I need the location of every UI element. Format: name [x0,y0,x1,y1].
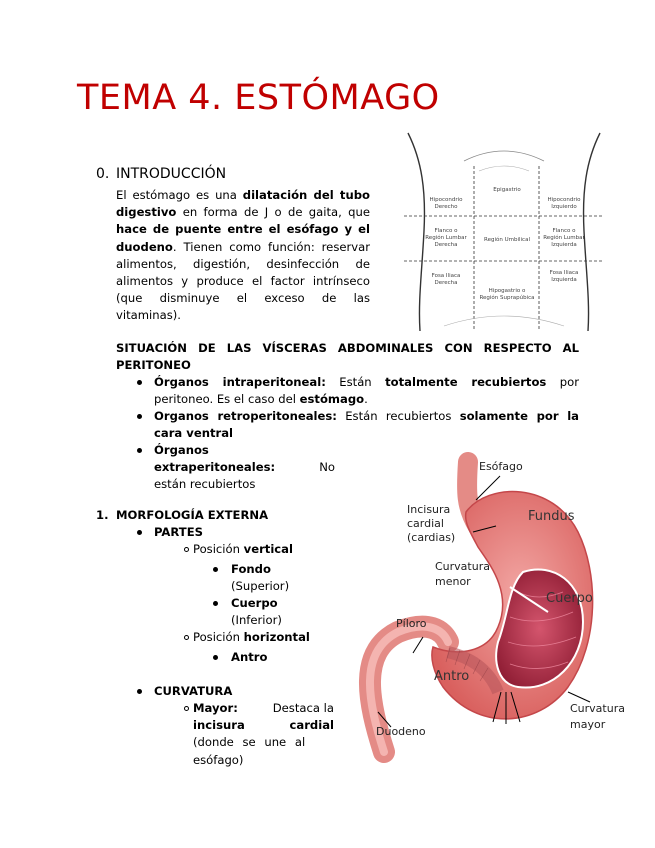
label-incisura: Incisura [407,503,451,516]
label-duodeno: Duodeno [376,725,426,738]
bold-run: extraperitoneales: [154,460,276,475]
intro-paragraph [116,187,370,325]
situacion-heading [116,340,579,374]
bullet-dot [137,530,142,535]
svg-text:Izquierda [551,277,576,283]
bold-run: Órganos [154,443,209,457]
region-label: Epigastrio [493,187,521,193]
bullet-dot [213,655,218,660]
bullet-dot [137,380,142,385]
text-run: Posición [193,542,244,556]
label-piloro: Píloro [396,617,427,630]
label-curv-menor: menor [435,575,471,588]
svg-text:Izquierdo [551,204,577,210]
bold-run: dilatación del tubo digestivo [116,188,370,220]
bold-run: Fondo [231,562,271,576]
svg-text:Derecha [434,242,457,248]
list-item [184,629,310,646]
text-run: Están recubiertos [336,409,460,423]
region-label: Hipocondrio [547,197,581,203]
region-label: Región Umbilical [484,237,530,243]
region-label: Región Suprapúbica [479,295,535,301]
list-item [137,408,579,442]
text-run: . [364,392,368,407]
heading-text: SITUACIÓN DE LAS VÍSCERAS ABDOMINALES CON RESPECTO AL PERITONEO [116,341,579,373]
bold-run: Cuerpo [231,596,278,610]
text-run: esófago) [193,752,244,767]
bold-run: Organos retroperitoneales: [154,409,337,423]
region-label: Región Lumbar [425,235,467,241]
region-label: Región Lumbar [543,235,585,241]
text-run: Están [325,375,386,389]
label-curv-mayor: Curvatura [570,702,625,715]
bold-run: horizontal [243,630,310,644]
text-run: están recubiertos [154,477,256,492]
list-item [184,700,334,769]
region-label: Fosa Iliaca [431,273,461,279]
region-label: Izquierda [551,277,577,283]
list-item [184,541,293,558]
bullet-circle [184,547,189,552]
svg-text:Fosa Iliaca [550,270,579,276]
bullet-dot [137,448,142,453]
list-item [213,561,289,595]
page-title: TEMA 4. ESTÓMAGO [77,78,440,118]
svg-text:Hipogastrio o [489,288,526,294]
bullet-circle [184,635,189,640]
label-curv-mayor: mayor [570,718,606,731]
bold-run: totalmente recubiertos [385,375,547,389]
svg-text:Hipocondrio [429,197,463,203]
intro-heading [96,166,226,182]
text-run: (Inferior) [231,613,282,628]
svg-text:Hipocondrio [547,197,581,203]
bold-run: CURVATURA [154,684,233,698]
region-label: Flanco o [434,228,458,234]
region-label: Flanco o [552,228,576,234]
label-cuerpo: Cuerpo [546,591,593,606]
label-esofago: Esófago [479,460,523,473]
bold-run: vertical [243,542,293,556]
bold-run: PARTES [154,525,203,539]
list-item [137,524,203,541]
label-fundus: Fundus [528,509,575,524]
list-item [137,374,579,408]
bullet-dot [137,689,142,694]
svg-text:Epigastrio [493,187,521,193]
region-label: Hipocondrio [429,197,463,203]
bold-run: incisura [193,718,245,733]
text-run: (donde se une al [193,735,306,750]
svg-text:Izquierda [551,242,576,248]
heading-text: MORFOLOGÍA EXTERNA [116,508,269,522]
bold-run: solamente por la cara ventral [154,409,579,441]
text-run: Posición [193,630,244,644]
text-run: No [319,460,335,475]
region-label: Derecha [434,280,458,286]
section-number: 1. [96,508,109,522]
text-run: en forma de J o de gaita, que [176,205,370,220]
list-item [213,595,282,629]
svg-text:Región Lumbar [425,234,467,241]
list-item [137,683,232,700]
section-number: 0. [96,166,110,182]
bold-run: Mayor: [193,701,238,715]
text-run: por peritoneo. Es el caso del [154,375,579,407]
text-run: El estómago es una [116,188,243,202]
bold-run: estómago [299,392,365,407]
svg-text:Región Suprapúbica [479,294,534,301]
svg-text:Flanco o [552,228,576,234]
heading-text: INTRODUCCIÓN [116,166,227,182]
label-incisura: (cardias) [407,531,456,544]
label-incisura: cardial [407,517,444,530]
svg-text:Región Umbilical [484,236,530,243]
label-antro: Antro [434,669,470,684]
stomach-figure [338,452,638,770]
list-item [137,442,335,494]
morfologia-heading [96,507,268,524]
bold-run: hace de puente entre el esófago y el duodeno [116,222,370,254]
bullet-dot [213,567,218,572]
svg-text:Región Lumbar [543,234,585,241]
svg-text:Flanco o [434,228,458,234]
bullet-circle [184,706,189,711]
svg-text:Fosa Iliaca [432,273,461,279]
abdomen-regions-figure [404,131,604,331]
region-label: Derecho [434,204,458,210]
bullet-dot [213,601,218,606]
text-run: . Tienen como función: reservar alimentos, digestión, desinfección de alimentos y produce el factor intrínseco (que disminuye el exceso de las vitaminas). [116,239,370,323]
text-run: (Superior) [231,579,290,594]
bold-run: cardial [289,718,334,733]
region-label: Izquierdo [551,204,577,210]
region-label: Derecha [434,242,458,248]
region-label: Hipogastrio o [488,288,526,294]
text-run: Destaca la [272,701,334,715]
bullet-dot [137,414,142,419]
region-label: Izquierda [551,242,577,248]
bold-run: Órganos intraperitoneal: [154,375,326,389]
list-item [213,649,267,666]
svg-text:Derecha [434,280,457,286]
region-label: Fosa Iliaca [549,270,579,276]
svg-text:Derecho [434,204,458,210]
bold-run: Antro [231,650,268,664]
label-curv-menor: Curvatura [435,560,490,573]
